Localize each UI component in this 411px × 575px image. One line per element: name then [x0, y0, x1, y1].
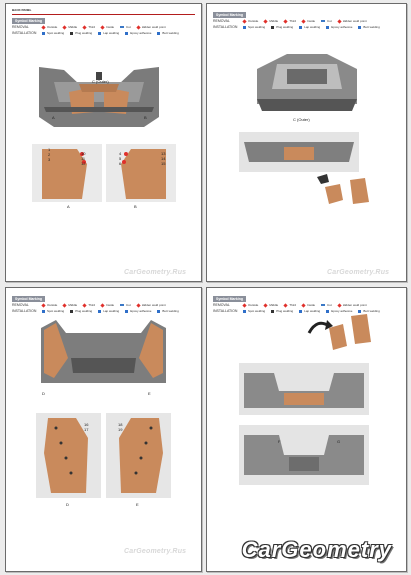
- callout-2: 2: [48, 152, 51, 157]
- detail-e-illustration: [106, 413, 171, 498]
- detail-a-illustration: [32, 144, 102, 202]
- callout-6: 6: [119, 161, 122, 166]
- label-e-detail: E: [136, 502, 139, 507]
- rear-floor-illustration: [36, 318, 171, 393]
- section-rule: [12, 14, 195, 15]
- callout-3: 3: [48, 157, 51, 162]
- legend-header: Symbol Marking: [12, 18, 45, 24]
- label-a: A: [52, 115, 55, 120]
- detail-b-illustration: [106, 144, 176, 202]
- symbol-legend: Symbol Marking REMOVAL Outside Middle Third Inside Cut Hidden weld point INSTALLATION Spot welding Plug welding Lap welding Epoxy adhesive Butt welding: [213, 13, 380, 29]
- callout-10: 10: [81, 151, 86, 156]
- callout-16: 16: [84, 422, 89, 427]
- watermark-small: CarGeometry.Rus: [124, 548, 187, 555]
- legend-header: Symbol Marking: [213, 12, 246, 18]
- label-e: E: [148, 391, 151, 396]
- symbol-legend: Symbol Marking REMOVAL Outside Middle Third Inside Cut Hidden weld point INSTALLATION Spot welding Plug welding Lap welding Epoxy adhesive Butt welding: [12, 19, 179, 35]
- callout-19: 19: [118, 427, 123, 432]
- label-b: B: [144, 115, 147, 120]
- callout-5: 5: [119, 156, 122, 161]
- manual-page-4: [206, 287, 407, 572]
- rear-body-3d-illustration: [247, 49, 367, 114]
- watermark-small: CarGeometry.Rus: [124, 269, 187, 276]
- rear-body-illustration: [34, 62, 164, 132]
- label-d: D: [42, 391, 45, 396]
- caption-c-outer: C (Outer): [293, 117, 310, 122]
- caption-c-outer: C (Outer): [92, 79, 109, 84]
- section-title: BACK PANEL: [12, 8, 32, 12]
- back-panel-area-illustration: [239, 132, 359, 172]
- label-g: G: [337, 439, 341, 444]
- label-b-detail: B: [134, 204, 137, 209]
- label-a-detail: A: [67, 204, 70, 209]
- symbol-legend: Symbol Marking REMOVAL Outside Middle Third Inside Cut Hidden weld point INSTALLATION Spot welding Plug welding Lap welding Epoxy adhesive Butt welding: [213, 297, 380, 313]
- legend-header: Symbol Marking: [213, 296, 246, 302]
- callout-17: 17: [84, 427, 89, 432]
- watermark-small: CarGeometry.Rus: [327, 269, 390, 276]
- manual-page-2: [206, 3, 407, 282]
- callout-14: 14: [161, 156, 166, 161]
- manual-page-3: [5, 287, 202, 572]
- new-parts-illustration: [307, 308, 377, 358]
- watermark-logo: CarGeometry: [241, 537, 392, 562]
- installation-view-lower: [239, 425, 369, 485]
- callout-15: 15: [161, 161, 166, 166]
- label-d-detail: D: [66, 502, 69, 507]
- detail-d-illustration: [36, 413, 101, 498]
- callout-1: 1: [48, 147, 51, 152]
- callout-12: 12: [81, 161, 86, 166]
- installation-view-upper: [239, 363, 369, 415]
- callout-18: 18: [118, 422, 123, 427]
- removed-part-illustration: [315, 172, 375, 212]
- label-f: F: [278, 439, 281, 444]
- callout-11: 11: [81, 156, 86, 161]
- callout-13: 13: [161, 151, 166, 156]
- symbol-legend: Symbol Marking REMOVAL Outside Middle Third Inside Cut Hidden weld point INSTALLATION Spot welding Plug welding Lap welding Epoxy adhesive Butt welding: [12, 297, 179, 313]
- legend-header: Symbol Marking: [12, 296, 45, 302]
- manual-page-1: [5, 3, 202, 282]
- callout-4: 4: [119, 151, 122, 156]
